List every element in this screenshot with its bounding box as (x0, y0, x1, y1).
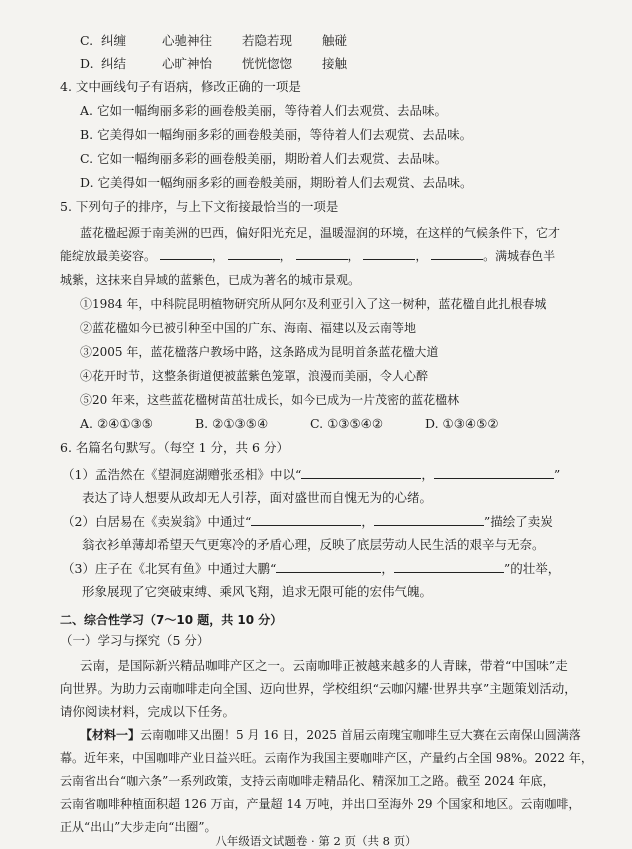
material-1-line: 云南省咖啡种植面积超 126 万亩，产量超 14 万吨，并出口至海外 29 个国家和地区。云南咖啡， (60, 797, 581, 811)
item-text: ， (361, 514, 374, 529)
option-letter: D. (80, 56, 94, 71)
passage-text: 满城春色半 (495, 249, 556, 263)
q6-item-2 (62, 514, 553, 530)
q5-sentence-3: ③2005 年，蓝花楹落户教场中路，这条路成为昆明首条蓝花楹大道 (80, 345, 439, 359)
q5-passage-line: 城紫，这抹来自异域的蓝紫色，已成为著名的城市景观。 (60, 273, 361, 287)
item-text: （1）孟浩然在《望洞庭湖赠张丞相》中以“ (62, 467, 302, 482)
q4-option-a: A. 它如一幅绚丽多彩的画卷般美丽，等待着人们去观赏、去品味。 (80, 103, 447, 118)
item-text: （2）白居易在《卖炭翁》中通过“ (62, 514, 252, 529)
passage-text: 能绽放最美姿容。 (60, 249, 157, 263)
answer-blank[interactable] (431, 248, 483, 260)
answer-blank[interactable] (251, 514, 361, 526)
section-title: 二、综合性学习（7～10 题，共 10 分） (60, 613, 283, 627)
item-text: ， (421, 467, 434, 482)
q5-sentence-5: ⑤20 年来，这些蓝花楹树苗茁壮成长，如今已成为一片茂密的蓝花楹林 (80, 393, 460, 407)
page-footer: 八年级语文试题卷 · 第 2 页（共 8 页） (215, 834, 417, 848)
q5-option-c[interactable]: C. ①③⑤④② (310, 416, 384, 431)
q6-item-1 (62, 467, 560, 483)
q5-stem: 5. 下列句子的排序，与上下文衔接最恰当的一项是 (60, 199, 339, 214)
material-tag: 【材料一】 (80, 728, 141, 742)
q4-option-d: D. 它美得如一幅绚丽多彩的画卷般美丽，期盼着人们去观赏、去品味。 (80, 175, 473, 190)
answer-blank[interactable] (363, 248, 415, 260)
q5-sentence-2: ②蓝花楹如今已被引种至中国的广东、海南、福建以及云南等地 (80, 321, 417, 335)
answer-blank[interactable] (301, 467, 421, 479)
q4-option-c: C. 它如一幅绚丽多彩的画卷般美丽，期盼着人们去观赏、去品味。 (80, 151, 448, 166)
q5-sentence-4: ④花开时节，这整条街道便被蓝紫色笼罩，浪漫而美丽，令人心醉 (80, 369, 429, 383)
q5-option-b[interactable]: B. ②①③⑤④ (195, 416, 269, 431)
answer-blank[interactable] (160, 248, 212, 260)
option-letter: C. (80, 33, 94, 48)
q5-option-a[interactable]: A. ②④①③⑤ (80, 416, 154, 431)
answer-blank[interactable] (374, 514, 484, 526)
q5-option-d[interactable]: D. ①③④⑤② (425, 416, 499, 431)
material-1-line: 正从“出山”大步走向“出圈”。 (60, 820, 217, 834)
item-text: ， (381, 561, 394, 576)
q6-item-2-cont: 翁衣衫单薄却希望天气更寒冷的矛盾心理，反映了底层劳动人民生活的艰辛与无奈。 (82, 537, 545, 552)
item-text: ”的壮举， (503, 561, 561, 576)
option-word: 纠缠 (101, 33, 127, 48)
option-word: 接触 (322, 56, 348, 71)
item-text: ”描绘了卖炭 (483, 514, 553, 529)
q6-item-3 (62, 561, 560, 577)
q5-sentence-1: ①1984 年，中科院昆明植物研究所从阿尔及利亚引入了这一树种，蓝花楹自此扎根春城 (80, 297, 547, 311)
q4-stem: 4. 文中画线句子有语病，修改正确的一项是 (60, 79, 301, 94)
intro-line: 向世界。为助力云南咖啡走向全国、迈向世界，学校组织“云咖闪耀·世界共享”主题策划活动， (60, 681, 577, 696)
answer-blank[interactable] (228, 248, 280, 260)
subsection-title: （一）学习与探究（5 分） (60, 633, 210, 648)
option-word: 触碰 (322, 33, 348, 48)
answer-blank[interactable] (394, 561, 504, 573)
material-1-line (80, 727, 581, 743)
q6-item-1-cont: 表达了诗人想要从政却无人引荐，面对盛世而自愧无为的心绪。 (82, 490, 433, 505)
answer-blank[interactable] (434, 467, 554, 479)
intro-line: 云南，是国际新兴精品咖啡产区之一。云南咖啡正被越来越多的人青睐，带着“中国味”走 (80, 658, 568, 673)
option-word: 若隐若现 (242, 33, 293, 48)
intro-line: 请你阅读材料，完成以下任务。 (60, 704, 236, 719)
item-text: （3）庄子在《北冥有鱼》中通过大鹏“ (62, 561, 277, 576)
q6-item-3-cont: 形象展现了它突破束缚、乘风飞翔，追求无限可能的宏伟气魄。 (82, 584, 433, 599)
item-text: ” (553, 467, 561, 482)
option-word: 心驰神往 (162, 33, 213, 48)
q5-passage-line: 能绽放最美姿容。 ， ， ， ， 。满城春色半 (60, 249, 556, 263)
option-word: 恍恍惚惚 (242, 56, 293, 71)
material-text: 云南咖啡又出圈！5 月 16 日，2025 首届云南瑰宝咖啡生豆大赛在云南保山圆满落 (140, 728, 581, 742)
material-1-line: 云南省出台“咖六条”一系列政策，支持云南咖啡走精品化、精深加工之路。截至 2024 年底， (60, 774, 555, 788)
option-word: 心旷神怡 (162, 56, 213, 71)
q4-option-b: B. 它美得如一幅绚丽多彩的画卷般美丽，等待着人们去观赏、去品味。 (80, 127, 473, 142)
answer-blank[interactable] (276, 561, 381, 573)
answer-blank[interactable] (296, 248, 348, 260)
option-word: 纠结 (101, 56, 127, 71)
material-1-line: 幕。近年来，中国咖啡产业日益兴旺。云南作为我国主要咖啡产区，产量约占全国 98%。2022 年， (60, 751, 593, 765)
q6-stem: 6. 名篇名句默写。（每空 1 分，共 6 分） (60, 440, 289, 455)
q5-passage-line: 蓝花楹起源于南美洲的巴西，偏好阳光充足，温暖湿润的环境，在这样的气候条件下，它才 (80, 226, 561, 240)
